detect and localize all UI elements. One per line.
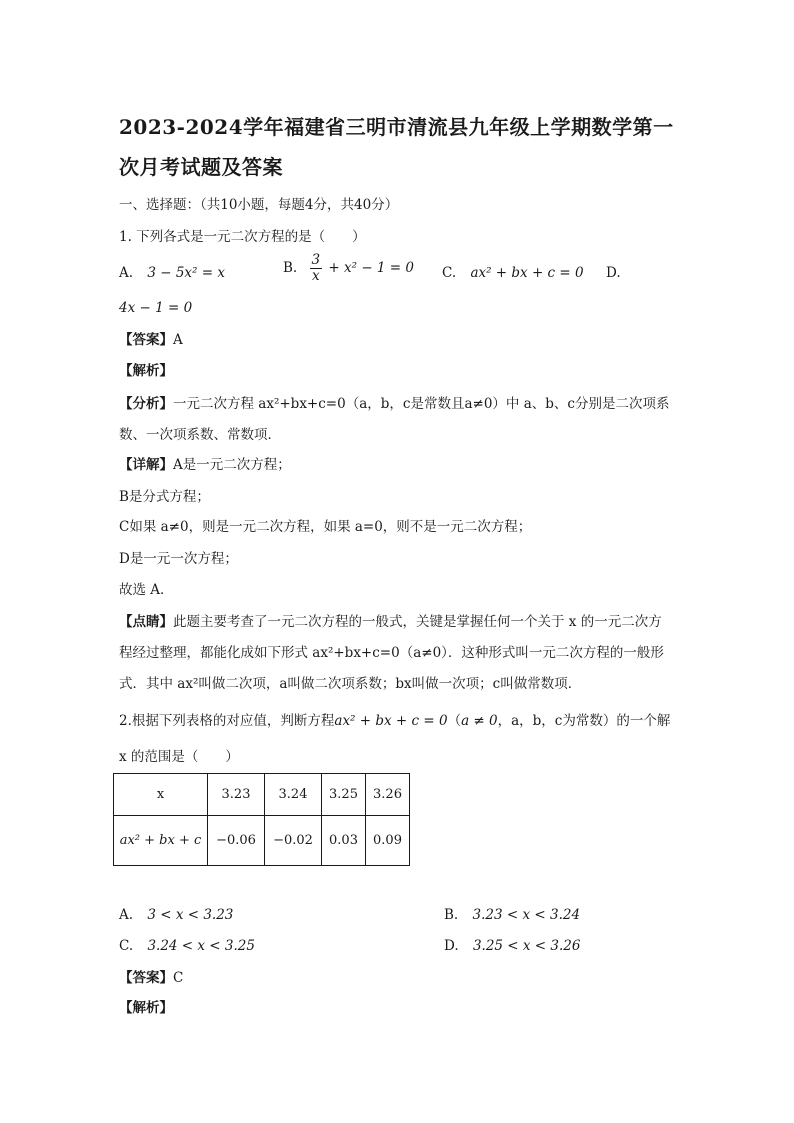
q2-equation: ax² + bx + c = 0 [334, 713, 448, 729]
answer-tag: 【答案】 [119, 332, 173, 348]
option-label: B. [283, 260, 298, 276]
fraction-numerator: 3 [311, 252, 321, 268]
table-header-cell: x [114, 774, 208, 816]
table-header-cell: 3.26 [366, 774, 410, 816]
option-label: A. [119, 265, 134, 281]
table-row [114, 816, 410, 866]
detail-text: A是一元二次方程； [173, 457, 291, 473]
q2-option-a [119, 905, 233, 925]
q1-comment [119, 612, 662, 632]
q2-analysis-tag: 【解析】 [119, 1000, 173, 1016]
q2-option-d [444, 936, 580, 956]
q1-answer [119, 330, 183, 350]
option-formula: 3.23 < x < 3.24 [472, 907, 581, 923]
q1-conclusion: 故选 A． [119, 582, 174, 598]
answer-value: A [173, 332, 183, 348]
detail-tag: 【详解】 [119, 457, 173, 473]
q2-option-b [444, 905, 580, 925]
q2-stem [119, 711, 670, 731]
option-formula: 3 < x < 3.23 [147, 907, 234, 923]
q2-stem-tail: ，a，b，c为常数）的一个解 [497, 713, 671, 729]
option-label: A. [119, 907, 134, 923]
fraction [310, 253, 323, 284]
q2-stem-paren: （ [447, 713, 462, 729]
option-formula: ax² + bx + c = 0 [470, 265, 584, 281]
option-label: C. [442, 265, 457, 281]
q1-line-b: B是分式方程； [119, 489, 210, 505]
table-cell: 0.09 [366, 816, 410, 866]
option-formula: + x² − 1 = 0 [328, 260, 415, 276]
table-header-cell: 3.23 [208, 774, 265, 816]
option-label: C. [119, 938, 134, 954]
q1-fenxi [119, 394, 669, 414]
section-heading: 一、选择题：（共10小题，每题4分，共40分） [119, 197, 399, 213]
option-formula: 3.25 < x < 3.26 [472, 938, 581, 954]
q1-option-d-formula: 4x − 1 = 0 [119, 300, 193, 316]
q2-answer [119, 968, 183, 988]
q2-stem-text: 2.根据下列表格的对应值，判断方程 [119, 713, 335, 729]
table-header-cell: 3.24 [265, 774, 322, 816]
option-formula: 3.24 < x < 3.25 [147, 938, 255, 954]
q1-analysis-tag: 【解析】 [119, 363, 173, 379]
page-title: 2023-2024学年福建省三明市清流县九年级上学期数学第一次月考试题及答案 [119, 115, 674, 179]
q1-detail [119, 455, 291, 475]
answer-tag: 【答案】 [119, 970, 173, 986]
q2-condition: a ≠ 0 [461, 713, 498, 729]
option-formula: 3 − 5x² = x [147, 265, 225, 281]
q1-option-c [442, 263, 584, 283]
table-row [114, 774, 410, 816]
fraction-denominator: x [312, 268, 320, 284]
q1-line-d: D是一元一次方程； [119, 551, 238, 567]
table-row-label: ax² + bx + c [114, 816, 208, 866]
table-header-cell: 3.25 [322, 774, 366, 816]
answer-value: C [173, 970, 184, 986]
q1-fenxi-cont: 数、一次项系数、常数项． [119, 427, 281, 443]
value-table [113, 773, 410, 866]
comment-tag: 【点睛】 [119, 614, 173, 630]
fenxi-text: 一元二次方程 ax²+bx+c=0（a，b，c是常数且a≠0）中 a、b、c分别是二次项系 [173, 396, 670, 412]
comment-text: 此题主要考查了一元二次方程的一般式，关键是掌握任何一个关于 x 的一元二次方 [173, 614, 662, 630]
option-label: B. [444, 907, 459, 923]
option-label: D. [606, 265, 621, 281]
q1-option-d [606, 263, 621, 283]
table-cell: −0.06 [208, 816, 265, 866]
q1-option-b [283, 253, 414, 284]
q1-comment-line2: 程经过整理，都能化成如下形式 ax²+bx+c=0（a≠0）．这种形式叫一元二次方程的一般形 [119, 645, 664, 661]
q1-comment-line3: 式．其中 ax²叫做二次项，a叫做二次项系数；bx叫做一次项；c叫做常数项． [119, 676, 582, 692]
table-cell: −0.02 [265, 816, 322, 866]
fenxi-tag: 【分析】 [119, 396, 173, 412]
q1-option-a [119, 263, 225, 283]
option-label: D. [444, 938, 459, 954]
q1-line-c: C如果 a≠0，则是一元二次方程，如果 a=0，则不是一元二次方程； [119, 519, 532, 535]
q1-stem: 1. 下列各式是一元二次方程的是（ ） [119, 229, 366, 245]
table-cell: 0.03 [322, 816, 366, 866]
q2-option-c [119, 936, 255, 956]
q2-stem-line2: x 的范围是（ ） [119, 749, 239, 765]
